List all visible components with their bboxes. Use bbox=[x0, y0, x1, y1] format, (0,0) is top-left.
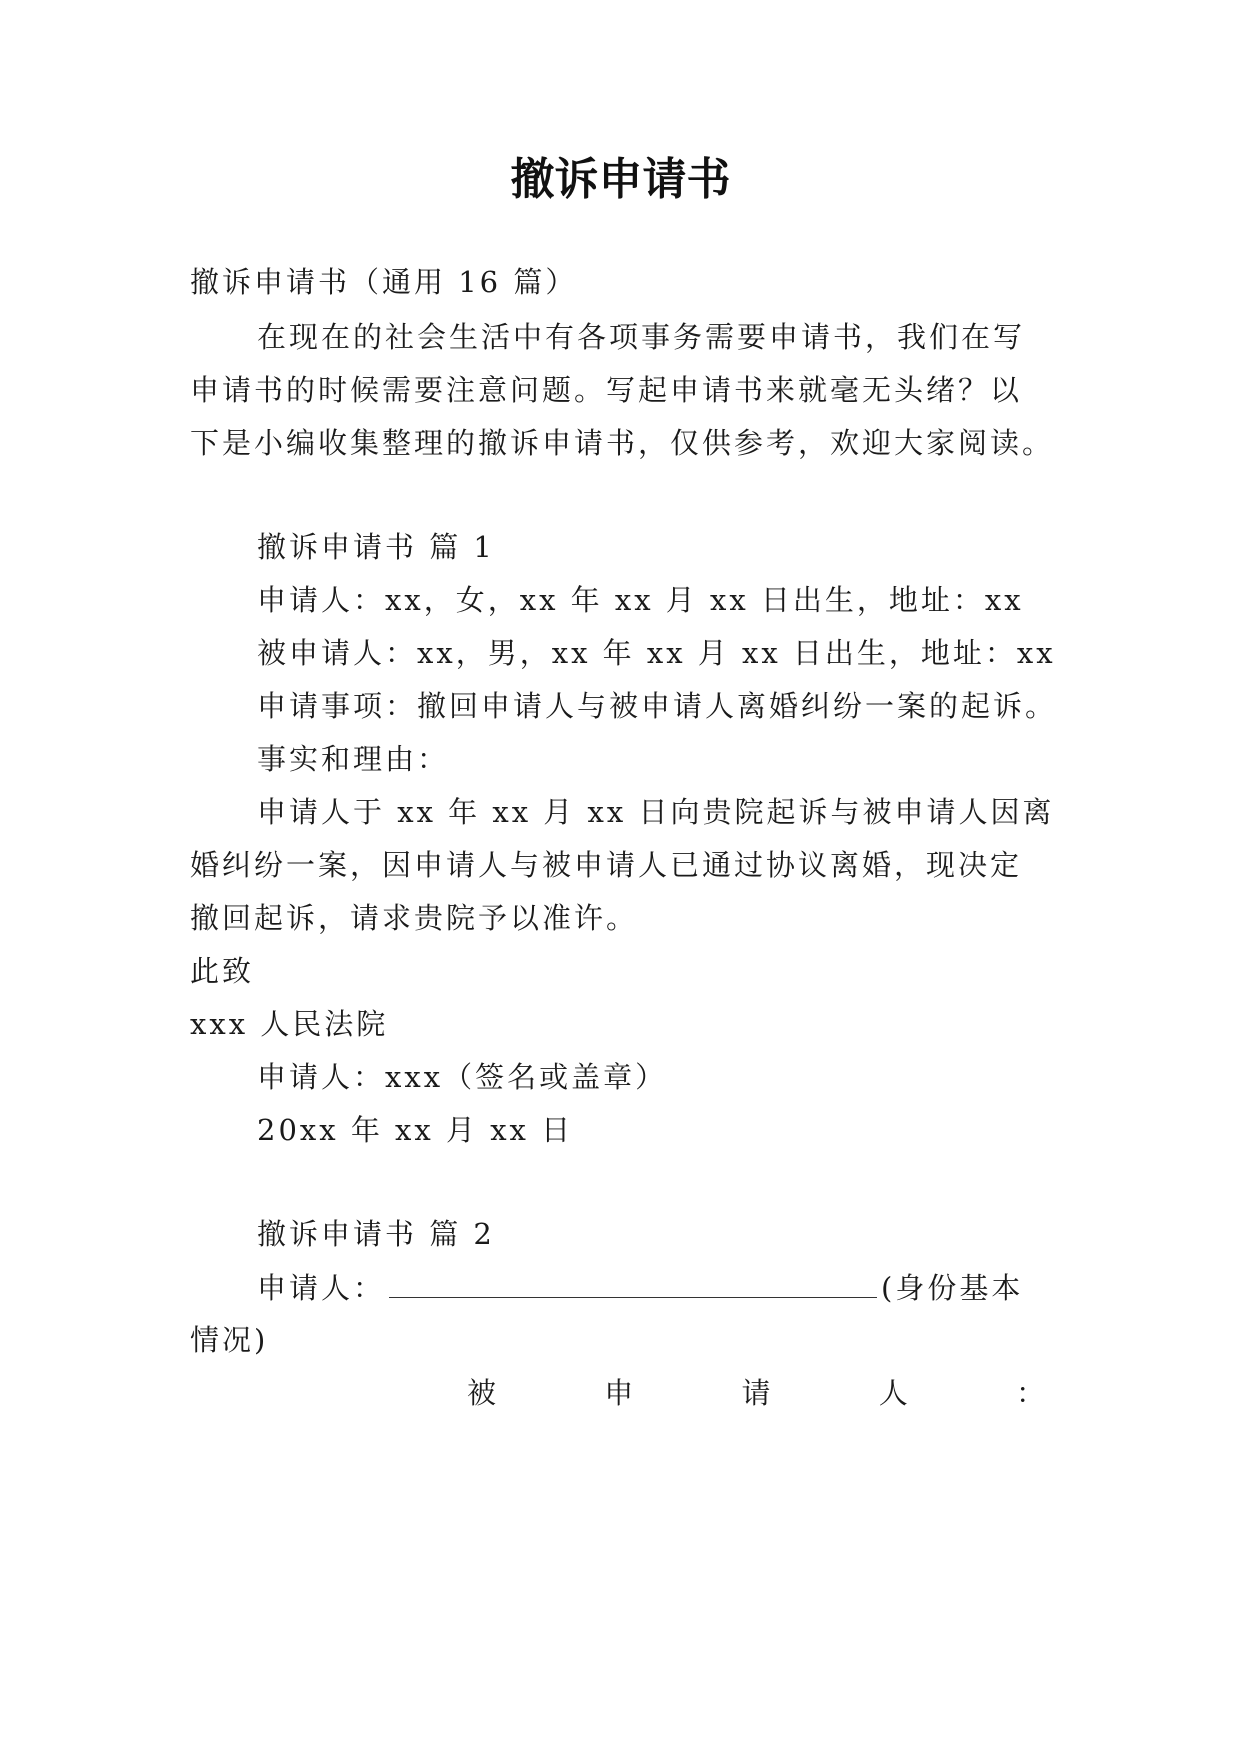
section-1-facts-label: 事实和理由： bbox=[257, 742, 450, 776]
section-1-facts-line-1: 申请人于 xx 年 xx 月 xx 日向贵院起诉与被申请人因离 bbox=[257, 795, 1055, 829]
section-1-court: xxx 人民法院 bbox=[190, 1007, 389, 1041]
applicant-blank-line[interactable] bbox=[389, 1267, 877, 1298]
section-1-facts-line-2: 婚纠纷一案，因申请人与被申请人已通过协议离婚，现决定 bbox=[190, 848, 1023, 882]
section-1-respondent: 被申请人：xx，男，xx 年 xx 月 xx 日出生，地址：xx bbox=[257, 636, 1056, 670]
document-subtitle: 撤诉申请书（通用 16 篇） bbox=[190, 265, 578, 299]
respondent-char: ： bbox=[1015, 1376, 1045, 1410]
respondent-char: 申 bbox=[604, 1376, 634, 1410]
respondent-char: 请 bbox=[741, 1376, 771, 1410]
intro-line-1: 在现在的社会生活中有各项事务需要申请书，我们在写 bbox=[257, 320, 1026, 354]
section-2-applicant-note-cont: 情况) bbox=[190, 1323, 269, 1357]
section-1-date: 20xx 年 xx 月 xx 日 bbox=[257, 1113, 574, 1147]
section-2-respondent-row bbox=[467, 1373, 1045, 1413]
document-title: 撤诉申请书 bbox=[510, 154, 731, 205]
section-1-request: 申请事项：撤回申请人与被申请人离婚纠纷一案的起诉。 bbox=[257, 689, 1058, 723]
section-2-heading: 撤诉申请书 篇 2 bbox=[257, 1217, 495, 1251]
section-1-facts-line-3: 撤回起诉，请求贵院予以准许。 bbox=[190, 901, 639, 935]
section-1-applicant: 申请人：xx，女，xx 年 xx 月 xx 日出生，地址：xx bbox=[257, 583, 1024, 617]
respondent-char: 人 bbox=[878, 1376, 908, 1410]
respondent-char: 被 bbox=[467, 1376, 497, 1410]
section-1-salutation: 此致 bbox=[190, 954, 255, 988]
section-2-applicant-note: (身份基本 bbox=[881, 1271, 1024, 1305]
section-2-applicant-row bbox=[257, 1267, 1023, 1308]
section-1-signature: 申请人：xxx（签名或盖章） bbox=[257, 1060, 668, 1094]
section-2-applicant-label: 申请人： bbox=[257, 1271, 386, 1305]
intro-line-2: 申请书的时候需要注意问题。写起申请书来就毫无头绪？以 bbox=[190, 373, 1023, 407]
section-1-heading: 撤诉申请书 篇 1 bbox=[257, 530, 495, 564]
intro-line-3: 下是小编收集整理的撤诉申请书，仅供参考，欢迎大家阅读。 bbox=[190, 426, 1055, 460]
